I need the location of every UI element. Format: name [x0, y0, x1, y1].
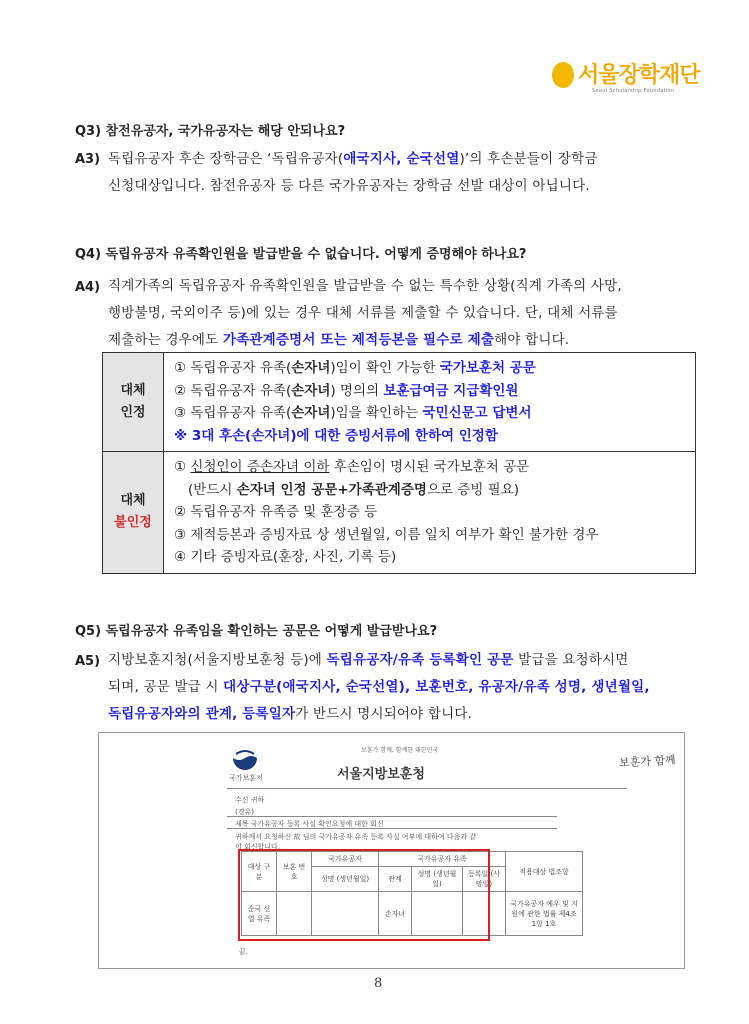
logo-subtext: Seoul Scholarship Foundation	[592, 88, 675, 94]
q4-line3-c: 해야 합니다.	[494, 332, 570, 348]
reject-item-3: ③ 제적등본과 증빙자료 상 생년월일, 이름 일치 여부가 확인 불가한 경우	[174, 526, 599, 543]
accept-item-2-d: 보훈급여금 지급확인원	[383, 382, 519, 399]
official-letter-sample	[98, 732, 685, 969]
subject-line: 제목 국가유공자 등록 사실 확인요청에 대한 회신	[235, 820, 384, 828]
q4-line3-highlight: 가족관계증명서 또는 제적등본을 필수로 제출	[222, 332, 495, 348]
agency-label: 국가보훈처	[229, 774, 263, 782]
col-merit: 국가유공자	[312, 852, 379, 867]
q5-line2-highlight: 대상구분(애국지사, 순국선열), 보훈번호, 유공자/유족 성명, 생년월일,	[223, 679, 650, 695]
cell-type: 순국 선열 유족	[242, 892, 277, 936]
q4-answer-label: A4)	[75, 280, 101, 295]
reject-item-1-c: 후손임이 명시된 국가보훈처 공문	[329, 459, 530, 475]
accept-item-1	[174, 357, 685, 380]
reject-item-1	[174, 456, 685, 479]
substitute-documents-table	[102, 352, 696, 574]
accept-row	[103, 353, 696, 452]
via-line: (경유)	[235, 808, 254, 816]
q5-line3-highlight: 독립유공자와의 관계, 등록일자	[108, 706, 296, 722]
via-rule	[227, 816, 557, 817]
logo-emblem-icon	[552, 62, 574, 88]
accept-head-1: 대체	[120, 383, 146, 398]
q3-answer-label: A3)	[75, 152, 101, 167]
body-line-2: 이 회신합니다.	[235, 843, 281, 851]
q4-line2: 행방불명, 국외이주 등)에 있는 경우 대체 서류를 제출할 수 있습니다. 단, 대체 서류를	[108, 305, 618, 321]
reject-item-4: ④ 기타 증빙자료(훈장, 사진, 기록 등)	[174, 549, 397, 565]
col-family-name-birth: 성명 (생년월일)	[412, 867, 463, 892]
col-number: 보훈 번호	[277, 852, 312, 892]
reject-head-1: 대체	[120, 493, 146, 509]
col-type: 대상 구분	[242, 852, 277, 892]
accept-item-2	[174, 380, 685, 403]
q4-line1: 직계가족의 독립유공자 유족확인원을 발급받을 수 없는 특수한 상황(직계 가족의 사망,	[108, 278, 622, 294]
q5-line1-c: 발급을 요청하시면	[513, 652, 629, 668]
col-family: 국가유공자 유족	[379, 852, 506, 867]
subject-rule	[227, 828, 557, 829]
accept-list	[164, 353, 696, 452]
q3-line1-a: 독립유공자 후손 장학금은 ‘독립유공자(	[108, 151, 344, 167]
accept-item-2-c: ) 명의의	[330, 382, 384, 399]
q3-answer	[108, 146, 598, 200]
reject-item-1-sub-c: 으로 증빙 필요)	[426, 481, 520, 498]
reject-row	[103, 452, 696, 574]
header-rule	[227, 788, 627, 789]
accept-item-1-c: )임이 확인 가능한	[330, 360, 440, 376]
body-line-1: 귀하께서 요청하신 故 님의 국가유공자 유족 등록 사실 여부에 대하여 다음과 같	[235, 833, 477, 841]
reject-item-1-sub-a: (반드시	[188, 481, 237, 498]
accept-item-3-d: 국민신문고 답변서	[422, 405, 532, 421]
cell-relation: 손자녀	[379, 892, 412, 936]
accept-item-3	[174, 402, 685, 425]
recipient-line: 수신 귀하	[235, 796, 265, 804]
reject-item-1-underlined: 신청인이 증손자녀 이하	[190, 459, 330, 475]
q4-line3-a: 제출하는 경우에도	[108, 332, 223, 348]
accept-head-2: 인정	[120, 405, 146, 420]
reject-head-2: 불인정	[114, 515, 152, 531]
accept-item-1-a: ① 독립유공자 유족(	[174, 360, 292, 376]
q3-line2: 신청대상입니다. 참전유공자 등 다른 국가유공자는 장학금 선발 대상이 아닙니다.	[108, 178, 590, 194]
reject-list	[164, 452, 696, 574]
reject-head	[103, 452, 164, 574]
official-slogan: 보훈가 함께, 함께한 대한민국	[361, 747, 439, 754]
highlight-box	[238, 849, 490, 941]
q5-question: Q5) 독립유공자 유족임을 확인하는 공문은 어떻게 발급받나요?	[75, 624, 438, 639]
col-relation: 관계	[379, 867, 412, 892]
handwritten-stamp: 보훈가 함께	[618, 753, 676, 770]
official-title: 서울지방보훈청	[337, 767, 425, 782]
q3-line1-highlight: 애국지사, 순국선열	[343, 151, 460, 167]
page-number: 8	[374, 976, 383, 991]
q4-answer	[108, 273, 622, 354]
q3-question: Q3) 참전유공자, 국가유공자는 해당 안되나요?	[75, 124, 346, 139]
accept-item-3-b: 손자녀	[291, 405, 331, 421]
q5-line1-a: 지방보훈지청(서울지방보훈청 등)에	[108, 652, 327, 668]
accept-item-3-c: )임을 확인하는	[330, 405, 423, 421]
accept-head	[103, 353, 164, 452]
col-law: 적용대상 법조항	[506, 852, 583, 892]
reject-item-1-a: ①	[174, 459, 191, 475]
foundation-logo	[552, 58, 702, 98]
accept-item-1-b: 손자녀	[291, 360, 331, 376]
government-emblem-icon	[232, 745, 258, 771]
q5-line1-highlight: 독립유공자/유족 등록확인 공문	[326, 652, 514, 668]
reject-item-1-sub	[174, 479, 685, 502]
end-mark: 끝.	[239, 948, 248, 956]
accept-item-1-d: 국가보훈처 공문	[439, 360, 536, 376]
cell-law: 국가유공자 예우 및 지원에 관한 법률 제4조 1항 1호	[506, 892, 583, 936]
q5-line3-b: 가 반드시 명시되어야 합니다.	[295, 706, 473, 722]
reject-item-2: ② 독립유공자 유족증 및 훈장증 등	[174, 504, 378, 520]
col-merit-name-birth: 성명 (생년월일)	[312, 867, 379, 892]
accept-note: ※ 3대 후손(손자녀)에 대한 증빙서류에 한하여 인정함	[174, 427, 498, 444]
q3-line1-c: )’의 후손분들이 장학금	[459, 151, 598, 167]
logo-text: 서울장학재단	[578, 63, 700, 88]
q5-answer-label: A5)	[75, 654, 101, 669]
q5-answer	[108, 647, 650, 728]
accept-item-2-b: 손자녀	[291, 382, 331, 399]
q5-line2-a: 되며, 공문 발급 시	[108, 679, 224, 695]
col-reg-date: 등록일 (사망일)	[463, 867, 506, 892]
accept-item-2-a: ② 독립유공자 유족(	[174, 382, 292, 399]
q4-question: Q4) 독립유공자 유족확인원을 발급받을 수 없습니다. 어떻게 증명해야 하나요?	[75, 247, 527, 262]
reject-item-1-sub-bold: 손자녀 인정 공문+가족관계증명	[236, 481, 427, 498]
accept-item-3-a: ③ 독립유공자 유족(	[174, 405, 292, 421]
